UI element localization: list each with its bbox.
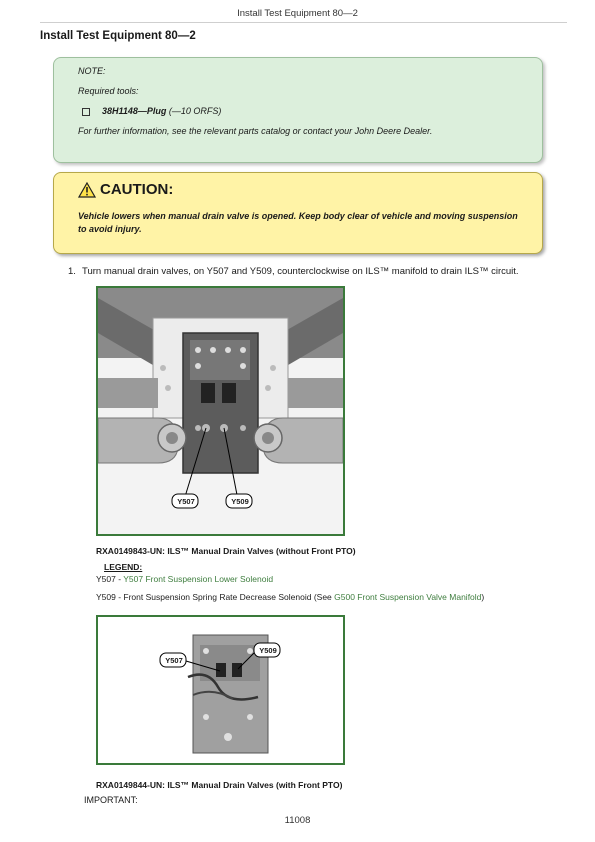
tool-name: 38H1148—Plug bbox=[102, 106, 167, 116]
figure-2-caption: RXA0149844-UN: ILS™ Manual Drain Valves (with Front PTO) bbox=[96, 780, 343, 790]
tool-item bbox=[78, 106, 542, 116]
figure-drain-valves-without-pto bbox=[96, 286, 345, 536]
caution-text: Vehicle lowers when manual drain valve is opened. Keep body clear of vehicle and moving suspension to avoid injury. bbox=[78, 211, 518, 234]
step-number: 1. bbox=[68, 266, 76, 277]
note-footer: For further information, see the relevant parts catalog or contact your John Deere Dealer. bbox=[78, 126, 433, 136]
manifold-photo bbox=[98, 288, 343, 534]
legend-item-y509 bbox=[96, 592, 484, 602]
figure-drain-valves-with-pto bbox=[96, 615, 345, 765]
step-text: Turn manual drain valves, on Y507 and Y509, counterclockwise on ILS™ manifold to drain ILS™ circuit. bbox=[82, 266, 519, 277]
header-divider bbox=[40, 22, 567, 23]
step-1 bbox=[68, 266, 519, 277]
warning-triangle-icon bbox=[78, 182, 96, 198]
link-g500-manifold[interactable]: G500 Front Suspension Valve Manifold bbox=[334, 592, 482, 602]
callout-y507-pto: Y507 bbox=[165, 656, 183, 665]
legend-item-y509-prefix: Y509 - Front Suspension Spring Rate Decrease Solenoid (See bbox=[96, 592, 335, 602]
checkbox-bullet-icon bbox=[82, 108, 90, 116]
important-label: IMPORTANT: bbox=[84, 795, 138, 805]
note-box bbox=[53, 57, 543, 163]
callout-y507: Y507 bbox=[177, 497, 195, 506]
tool-description: (—10 ORFS) bbox=[168, 106, 222, 116]
callout-y509-pto: Y509 bbox=[259, 646, 277, 655]
figure-1-caption: RXA0149843-UN: ILS™ Manual Drain Valves (without Front PTO) bbox=[96, 546, 356, 556]
legend-item-y507 bbox=[96, 574, 273, 584]
callout-y509: Y509 bbox=[231, 497, 249, 506]
caution-box bbox=[53, 172, 543, 254]
page-title: Install Test Equipment 80—2 bbox=[40, 30, 196, 42]
legend-title: LEGEND: bbox=[104, 562, 143, 572]
note-heading: NOTE: bbox=[78, 66, 106, 76]
caution-title: CAUTION: bbox=[100, 181, 174, 198]
note-subheading: Required tools: bbox=[78, 86, 139, 96]
running-header: Install Test Equipment 80—2 bbox=[237, 8, 358, 19]
legend-item-y509-suffix: ) bbox=[481, 592, 485, 602]
manifold-photo-pto bbox=[98, 617, 343, 763]
page-number: 11008 bbox=[284, 815, 311, 826]
link-y507-solenoid[interactable]: Y507 Front Suspension Lower Solenoid bbox=[123, 574, 274, 584]
legend-item-y507-prefix: Y507 - bbox=[96, 574, 124, 584]
